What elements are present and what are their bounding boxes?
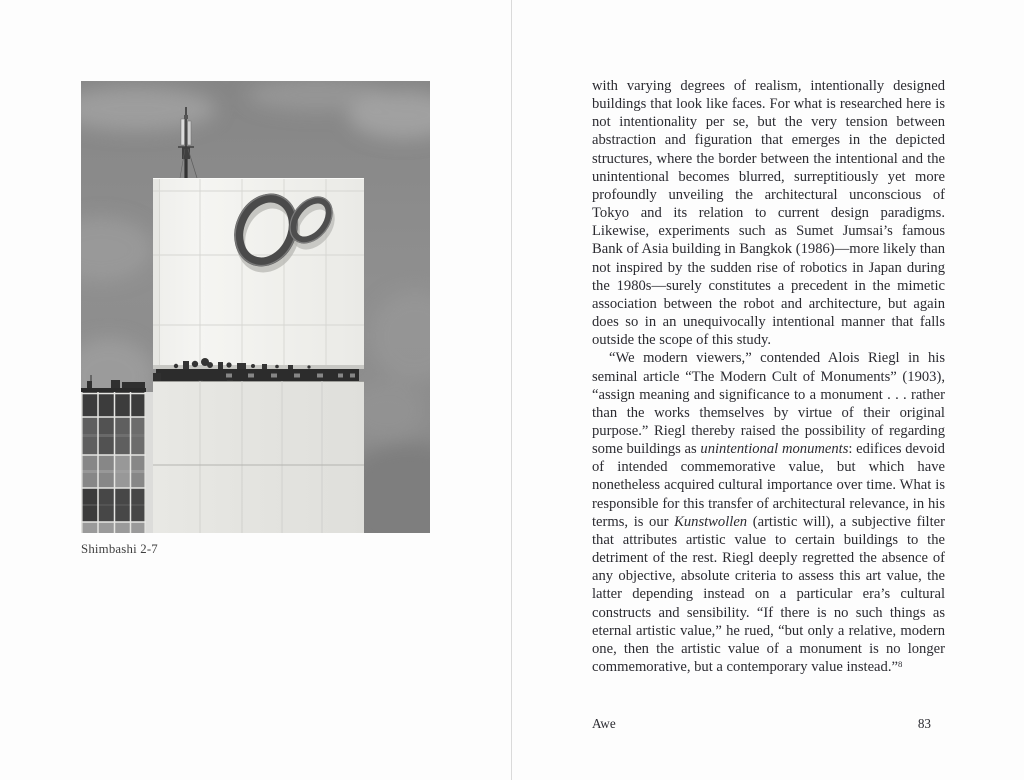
body-text <box>592 77 945 676</box>
photo-figure <box>81 81 430 557</box>
text-run: (artistic will), a subjective filter that attributes artistic value to certain buildings to the detriment of the rest. Riegl deeply regretted the absence of any objective, absolute criteria to assess this art value, the latter depending instead on a particular era’s cultural constructs and sensibility. “If there is no such things as eternal artistic value,” he rued, “but only a relative, modern one, then the artistic value of a monument is no longer commemorative, but a contemporary value instead.” <box>592 513 945 675</box>
glass-building <box>81 375 153 533</box>
body-paragraph <box>592 77 945 349</box>
footnote-marker: 8 <box>897 659 903 670</box>
italic-run: unintentional monuments <box>700 441 849 458</box>
running-footer: Awe <box>592 716 616 731</box>
photo-caption: Shimbashi 2-7 <box>81 542 158 556</box>
page-gutter-line <box>511 0 512 780</box>
italic-run: Kunstwollen <box>674 513 748 530</box>
body-paragraph <box>592 349 945 676</box>
tower-lower-face <box>153 381 364 533</box>
text-run: : edifices devoid of intended commemorative value, but which have nonetheless acquired cultural importance over time. What is responsible for this transfer of architectural relevance, in his terms, is our <box>592 441 945 530</box>
building-photo-illustration <box>81 81 430 533</box>
page-number: 83 <box>917 716 931 731</box>
text-run: with varying degrees of realism, intentionally designed buildings that look like faces. For what is researched here is not intentionality per se, but the very tension between abstraction and figuration that emerges in the depicted structures, where the border between the intentional and the unintentional becomes blurred, surreptitiously yet more profoundly unveiling the architectural unconscious of Tokyo and its relation to current design paradigms. Likewise, experiments such as Sumet Jumsai’s famous Bank of Asia building in Bangkok (1986)—more likely than not inspired by the sudden rise of robotics in Japan during the 1980s—surely constitutes a precedent in the mimetic association between the robot and architecture, but again does so in an unequivocally intentional manner that falls outside the scope of this study. <box>592 78 945 349</box>
page-footer <box>592 716 945 732</box>
text-run: “We modern viewers,” contended Alois Riegl in his seminal article “The Modern Cult of Monuments” (1903), “assign meaning and significance to a monument . . . rather than the works themselves by virtue of their original purpose.” Riegl thereby raised the possibility of regarding some buildings as <box>592 350 945 458</box>
